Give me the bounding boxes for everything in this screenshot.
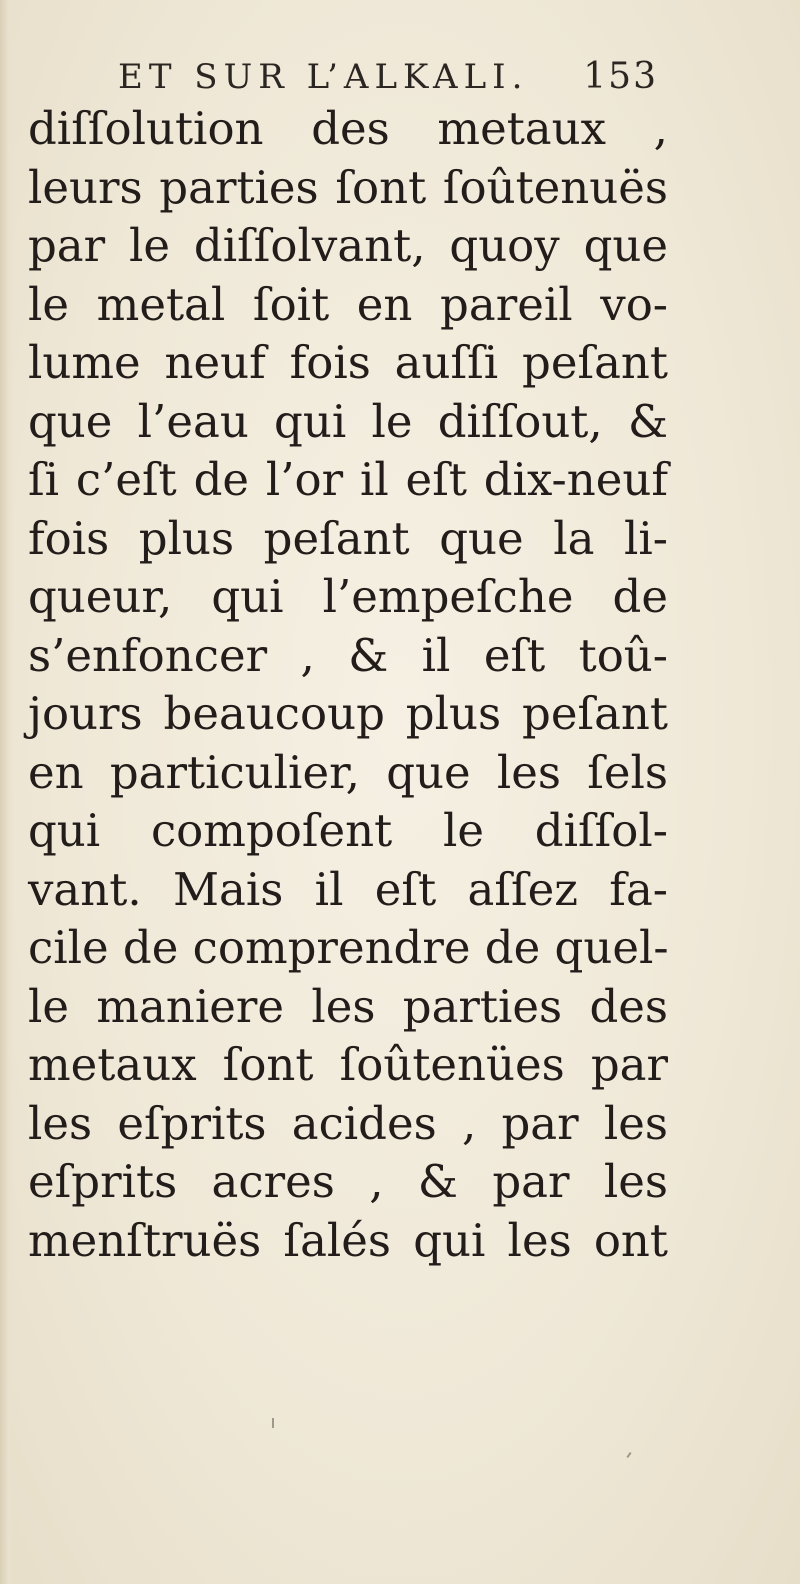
text-line: diſſolution des metaux , [28, 102, 668, 155]
text-line: fois plus peſant que la li- [28, 511, 668, 565]
page-gutter [0, 0, 14, 1584]
ink-speck [626, 1452, 631, 1458]
text-line: le maniere les parties des [28, 979, 668, 1033]
text-line: menſtruës ſalés qui les ont [28, 1213, 668, 1267]
running-head-title: ET SUR L’ALKALI. [118, 57, 529, 97]
text-line: s’enfoncer , & il eſt toû- [28, 628, 668, 682]
text-line: le metal ſoit en pareil vo- [28, 277, 668, 331]
ink-speck [272, 1418, 274, 1428]
text-line: que l’eau qui le diſſout, & [28, 394, 668, 448]
text-line: leurs parties ſont ſoûtenuës [28, 160, 668, 214]
body-text [28, 100, 668, 1270]
text-line: eſprits acres , & par les [28, 1155, 668, 1208]
text-line: qui compoſent le diſſol- [28, 804, 668, 857]
text-line: ſi c’eſt de l’or il eſt dix-neuf [28, 453, 668, 506]
text-line: jours beaucoup plus peſant [28, 687, 668, 740]
text-line: les eſprits acides , par les [28, 1096, 668, 1150]
text-line: cile de comprendre de quel- [28, 921, 669, 974]
text-line: par le diſſolvant, quoy que [28, 219, 668, 272]
text-line: metaux ſont ſoûtenües par [28, 1038, 668, 1091]
running-head [118, 52, 658, 102]
text-line: lume neuf fois auſſi peſant [28, 336, 668, 389]
text-line: queur, qui l’empeſche de [28, 570, 668, 623]
page-number: 153 [583, 56, 658, 97]
text-line: vant. Mais il eſt aſſez fa- [28, 862, 668, 916]
text-line: en particulier, que les ſels [28, 745, 668, 799]
